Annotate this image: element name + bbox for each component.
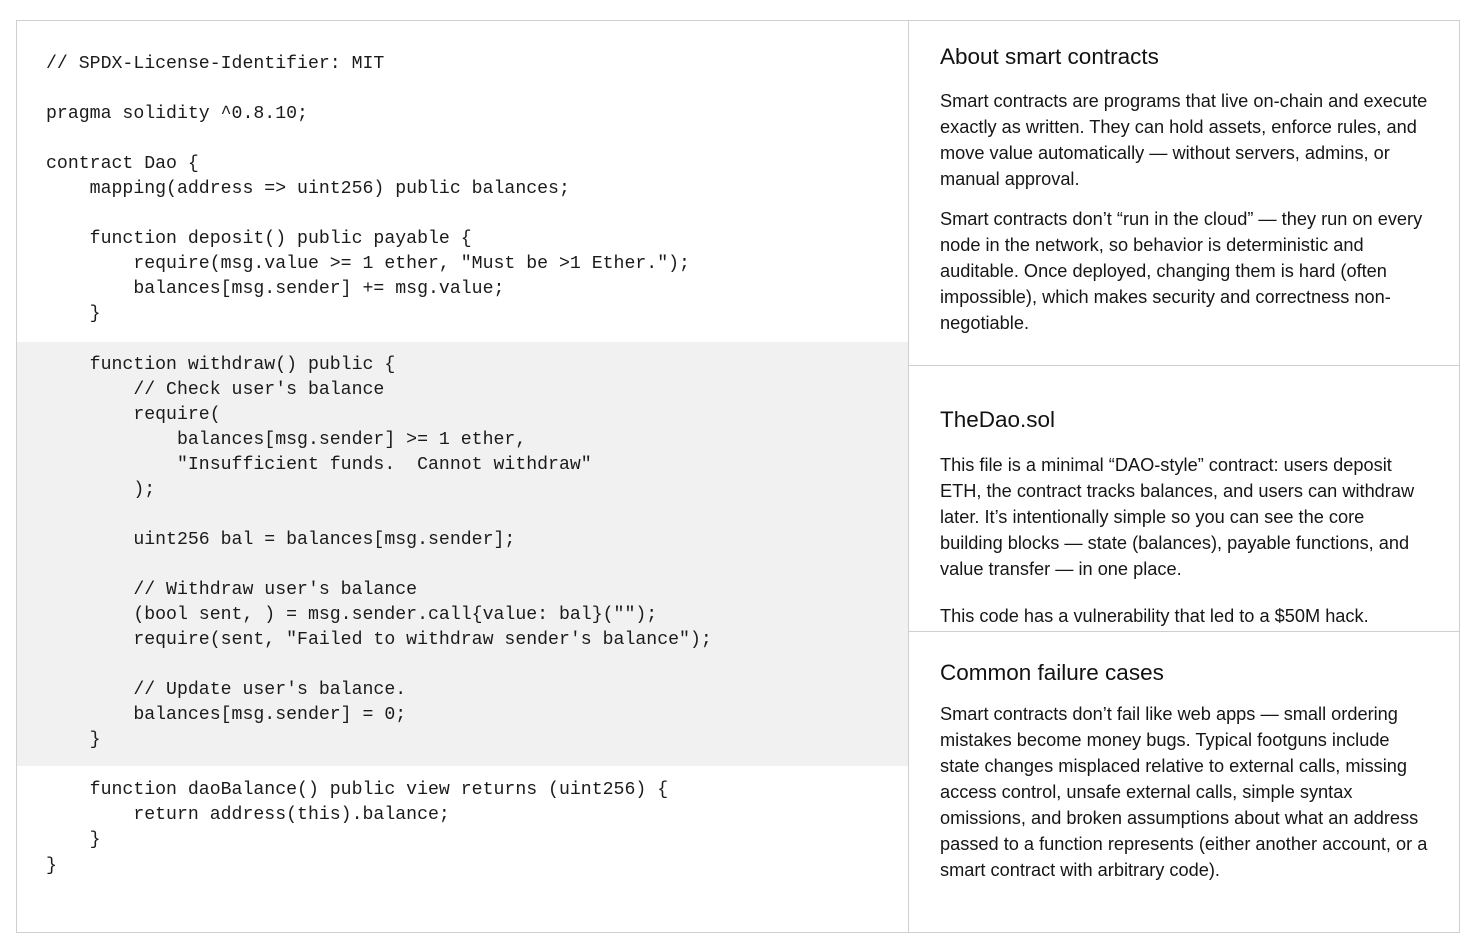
code-line: function withdraw() public { xyxy=(46,354,396,375)
code-line: require(sent, "Failed to withdraw sender's balance"); xyxy=(46,630,712,651)
main-frame xyxy=(16,20,1460,933)
code-line xyxy=(46,653,712,678)
code-line: // Update user's balance. xyxy=(46,680,407,701)
code-line: function deposit() public payable { xyxy=(46,229,472,250)
code-line: // SPDX-License-Identifier: MIT xyxy=(46,54,385,74)
code-line xyxy=(46,503,712,528)
code-line: "Insufficient funds. Cannot withdraw" xyxy=(46,454,592,475)
section-title: Common failure cases xyxy=(940,660,1164,685)
code-line xyxy=(46,753,712,778)
code-line: require(msg.value >= 1 ether, "Must be >1 Ether."); xyxy=(46,254,690,275)
code-line: // Check user's balance xyxy=(46,379,385,400)
section-paragraph: Smart contracts don’t fail like web apps — small ordering mistakes become money bugs. Typical footguns include state changes misplaced relative to external calls, missing access control, unsafe external calls, simple syntax omissions, and broken assumptions about what an address passed to a function represents (either another account, or a smart contract with arbitrary code). xyxy=(940,704,1428,880)
code-line xyxy=(46,77,712,102)
code-line: contract Dao { xyxy=(46,154,199,175)
thedao-file-section xyxy=(909,366,1459,632)
code-line: uint256 bal = balances[msg.sender]; xyxy=(46,529,516,550)
code-line xyxy=(46,328,712,353)
vulnerability-note: This code has a vulnerability that led to a $50M hack. xyxy=(940,606,1369,626)
code-line xyxy=(46,202,712,227)
section-paragraph: Smart contracts are programs that live on-chain and execute exactly as written. They can hold assets, enforce rules, and move value automatically — without servers, admins, or manual approval. xyxy=(940,91,1428,189)
section-paragraph: This file is a minimal “DAO-style” contract: users deposit ETH, the contract tracks balances, and users can withdraw later. It’s intentionally simple so you can see the core building blocks — state (balances), payable functions, and value transfer — in one place. xyxy=(940,455,1415,579)
code-line: } xyxy=(46,304,101,325)
info-sidebar xyxy=(909,21,1459,932)
code-line: (bool sent, ) = msg.sender.call{value: bal}(""); xyxy=(46,605,658,626)
section-title: TheDao.sol xyxy=(940,407,1056,432)
code-line: balances[msg.sender] = 0; xyxy=(46,705,407,726)
code-line: balances[msg.sender] >= 1 ether, xyxy=(46,429,527,450)
about-smart-contracts-section xyxy=(909,21,1459,366)
code-line xyxy=(46,553,712,578)
code-line: } xyxy=(46,830,101,851)
code-line: require( xyxy=(46,404,221,425)
section-title: About smart contracts xyxy=(940,44,1159,69)
code-line: pragma solidity ^0.8.10; xyxy=(46,104,308,125)
section-paragraph: Smart contracts don’t “run in the cloud” — they run on every node in the network, so behavior is deterministic and auditable. Once deployed, changing them is hard (often impossible), which makes security and correctness non-negotiable. xyxy=(940,209,1423,333)
code-line: } xyxy=(46,855,57,876)
failure-cases-section xyxy=(909,632,1459,932)
code-block[interactable] xyxy=(46,52,712,879)
code-line xyxy=(46,127,712,152)
code-line: return address(this).balance; xyxy=(46,805,450,826)
code-line: mapping(address => uint256) public balances; xyxy=(46,179,570,200)
code-line: ); xyxy=(46,479,156,500)
code-line: function daoBalance() public view returns (uint256) { xyxy=(46,780,669,801)
code-line: balances[msg.sender] += msg.value; xyxy=(46,279,505,300)
code-editor-pane[interactable] xyxy=(17,21,909,932)
code-line: // Withdraw user's balance xyxy=(46,579,418,600)
code-line: } xyxy=(46,730,101,751)
